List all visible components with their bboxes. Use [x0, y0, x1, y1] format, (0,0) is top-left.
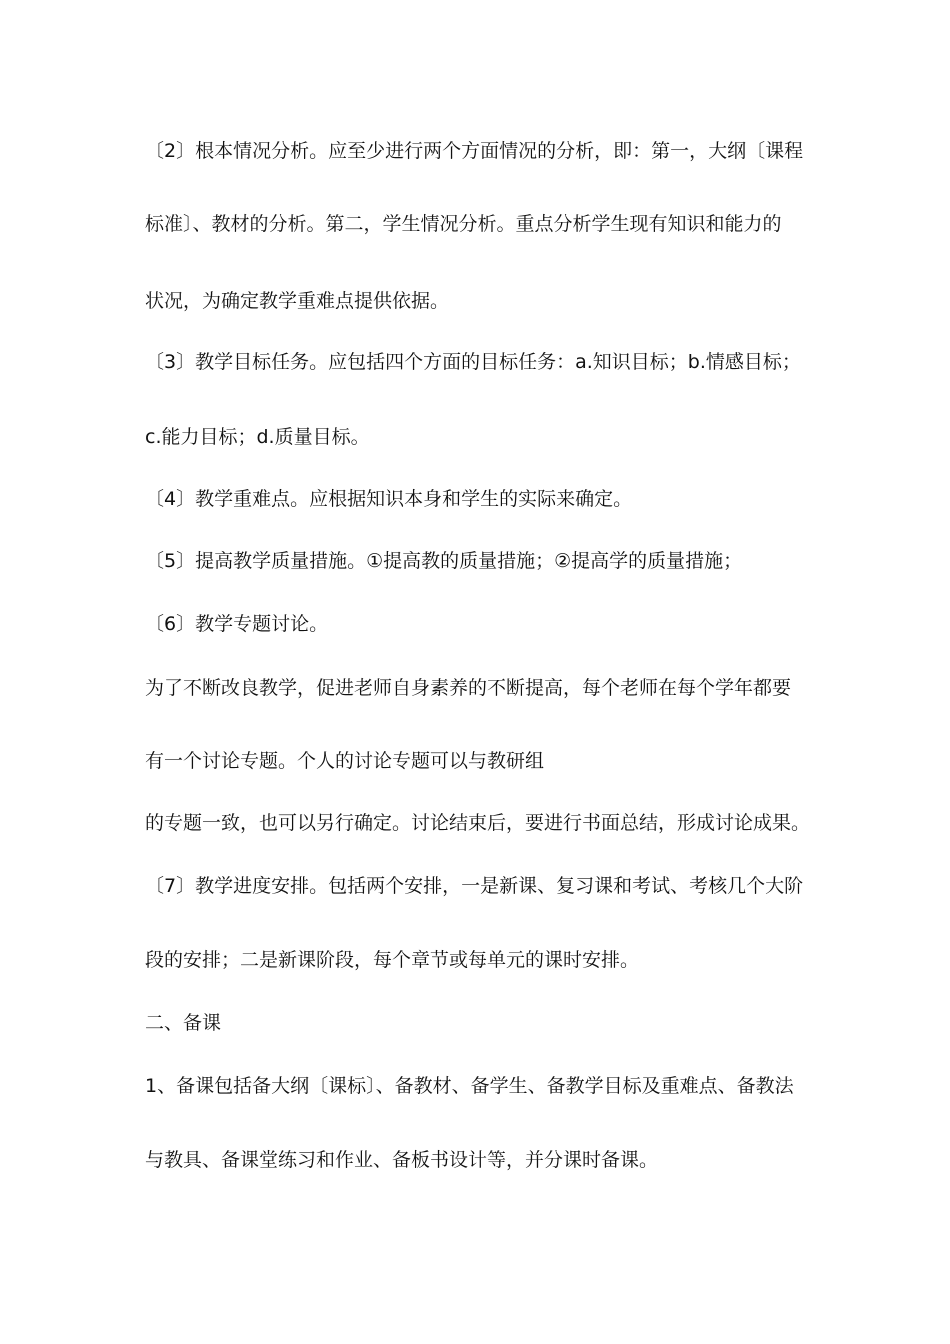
- research-paragraph-line-2: 有一个讨论专题。个人的讨论专题可以与教研组: [145, 750, 545, 772]
- paragraph-2-line-3: 状况，为确定教学重难点提供依据。: [145, 290, 450, 312]
- research-paragraph-line-1: 为了不断改良教学，促进老师自身素养的不断提高，每个老师在每个学年都要: [145, 677, 792, 699]
- paragraph-2-line-1: 〔2〕根本情况分析。应至少进行两个方面情况的分析，即：第一，大纲〔课程: [145, 140, 804, 162]
- paragraph-2-line-2: 标准〕、教材的分析。第二，学生情况分析。重点分析学生现有知识和能力的: [145, 213, 782, 235]
- paragraph-6: 〔6〕教学专题讨论。: [145, 613, 329, 635]
- lesson-prep-item-1-line-2: 与教具、备课堂练习和作业、备板书设计等，并分课时备课。: [145, 1149, 659, 1171]
- paragraph-7-line-1: 〔7〕教学进度安排。包括两个安排，一是新课、复习课和考试、考核几个大阶: [145, 875, 804, 897]
- paragraph-7-line-2: 段的安排；二是新课阶段，每个章节或每单元的课时安排。: [145, 949, 640, 971]
- paragraph-4: 〔4〕教学重难点。应根据知识本身和学生的实际来确定。: [145, 488, 633, 510]
- section-heading-lesson-prep: 二、备课: [145, 1012, 222, 1034]
- paragraph-3-line-1: 〔3〕教学目标任务。应包括四个方面的目标任务：a.知识目标；b.情感目标；: [145, 351, 801, 373]
- research-paragraph-line-3: 的专题一致，也可以另行确定。讨论结束后，要进行书面总结，形成讨论成果。: [145, 812, 811, 834]
- paragraph-3-line-2: c.能力目标；d.质量目标。: [145, 426, 370, 448]
- paragraph-5: 〔5〕提高教学质量措施。①提高教的质量措施；②提高学的质量措施；: [145, 550, 743, 572]
- lesson-prep-item-1-line-1: 1、备课包括备大纲〔课标〕、备教材、备学生、备教学目标及重难点、备教法: [145, 1075, 794, 1097]
